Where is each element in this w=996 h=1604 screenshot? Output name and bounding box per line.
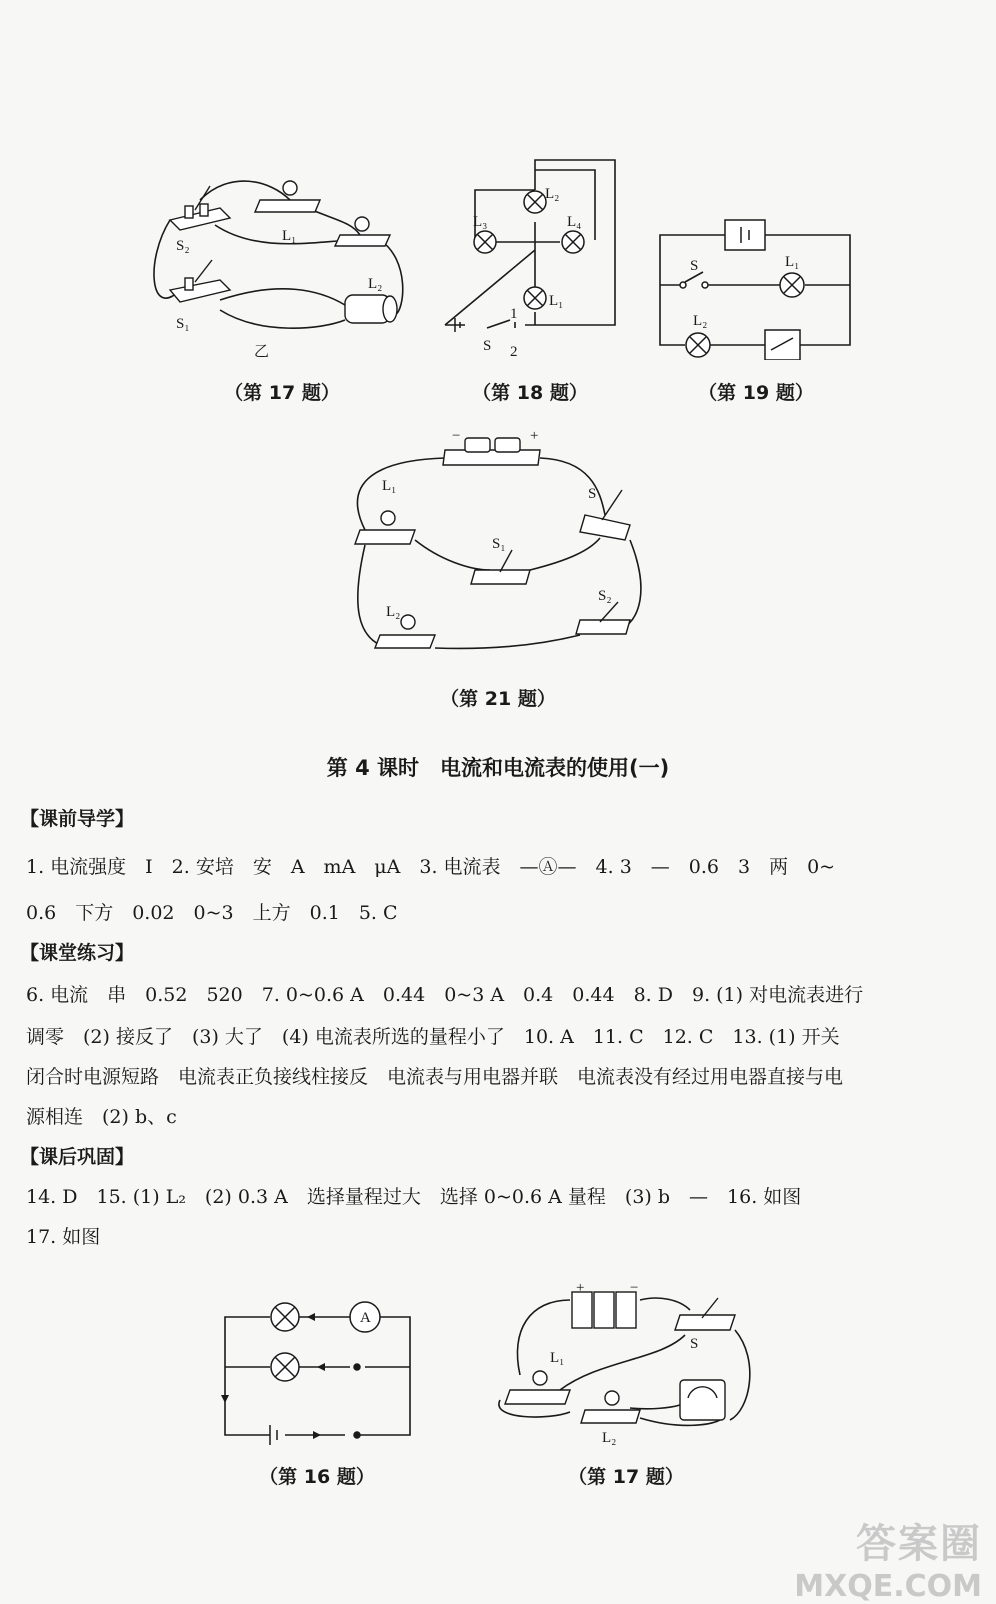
- watermark-line1: 答案圈: [856, 1521, 982, 1567]
- figure-19: [655, 210, 855, 360]
- figure-17-bottom: [490, 1280, 770, 1455]
- label-l4: L₄: [567, 214, 582, 230]
- caption-fig17-bottom: （第 17 题）: [568, 1466, 684, 1488]
- label-n1: 1: [510, 306, 518, 322]
- figure-17-top: [140, 160, 430, 370]
- label-yi: 乙: [254, 344, 270, 360]
- label-l2: L₂: [386, 604, 401, 620]
- label-s: S: [483, 338, 492, 354]
- label-s2: S₂: [598, 588, 612, 604]
- label-ammeter: A: [360, 1310, 371, 1326]
- caption-fig21: （第 21 题）: [440, 688, 556, 710]
- label-n2: 2: [510, 344, 518, 360]
- text-line: 源相连 (2) b、c: [26, 1106, 177, 1128]
- label-l2: L₂: [368, 276, 383, 292]
- label-minus: −: [630, 1280, 639, 1296]
- section-heading-pre: 【课前导学】: [20, 808, 135, 830]
- label-minus: −: [452, 428, 461, 444]
- label-s2: S₂: [176, 238, 190, 254]
- figure-21: [340, 420, 650, 670]
- caption-fig16: （第 16 题）: [259, 1466, 375, 1488]
- label-s: S: [588, 486, 597, 502]
- text-line: 0.6 下方 0.02 0~3 上方 0.1 5. C: [26, 902, 398, 924]
- section-heading-class: 【课堂练习】: [20, 942, 135, 964]
- label-l3: L₃: [473, 214, 488, 230]
- watermark-line2: MXQE.COM: [794, 1569, 982, 1604]
- label-plus: +: [576, 1280, 585, 1296]
- caption-fig17-top: （第 17 题）: [224, 382, 340, 404]
- label-plus: +: [530, 428, 539, 444]
- figure-16: [215, 1295, 420, 1455]
- label-s1: S₁: [176, 316, 190, 332]
- caption-fig19: （第 19 题）: [698, 382, 814, 404]
- label-l1: L₁: [282, 228, 297, 244]
- label-l2: L₂: [545, 186, 560, 202]
- label-l1: L₁: [785, 254, 800, 270]
- label-l1: L₁: [550, 1350, 565, 1366]
- label-l2: L₂: [693, 313, 708, 329]
- caption-fig18: （第 18 题）: [472, 382, 588, 404]
- lesson-title: 第 4 课时 电流和电流表的使用(一): [326, 756, 670, 780]
- section-heading-post: 【课后巩固】: [20, 1146, 135, 1168]
- label-l1: L₁: [549, 293, 564, 309]
- text-line: 14. D 15. (1) L₂ (2) 0.3 A 选择量程过大 选择 0~0.6 A 量程 (3) b — 16. 如图: [26, 1186, 802, 1208]
- label-s: S: [690, 258, 699, 274]
- label-l2: L₂: [602, 1430, 617, 1446]
- text-line: 调零 (2) 接反了 (3) 大了 (4) 电流表所选的量程小了 10. A 11. C 12. C 13. (1) 开关: [26, 1026, 840, 1048]
- label-l1: L₁: [382, 478, 397, 494]
- text-line: 1. 电流强度 I 2. 安培 安 A mA μA 3. 电流表 —Ⓐ— 4. 3 — 0.6 3 两 0~: [26, 856, 836, 878]
- label-s: S: [690, 1336, 699, 1352]
- text-line: 闭合时电源短路 电流表正负接线柱接反 电流表与用电器并联 电流表没有经过用电器直接与电: [26, 1066, 844, 1088]
- text-line: 17. 如图: [26, 1226, 101, 1248]
- figure-18: [435, 150, 625, 360]
- watermark: [794, 1512, 982, 1604]
- text-line: 6. 电流 串 0.52 520 7. 0~0.6 A 0.44 0~3 A 0.4 0.44 8. D 9. (1) 对电流表进行: [26, 984, 864, 1006]
- label-s1: S₁: [492, 536, 506, 552]
